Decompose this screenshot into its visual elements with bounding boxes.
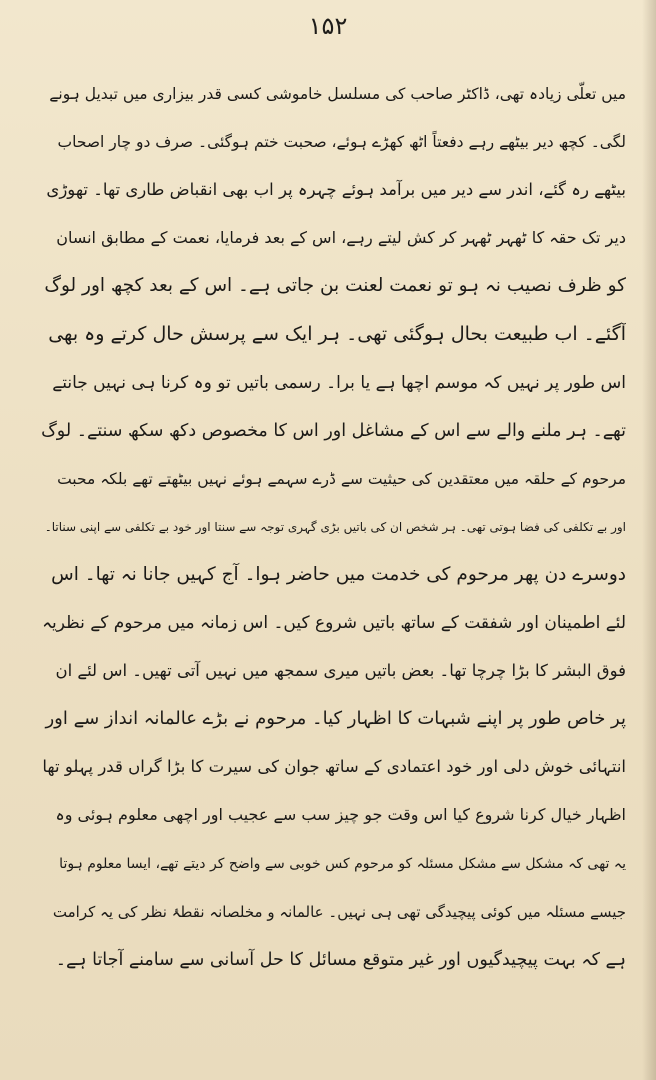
text-line: پر خاص طور پر اپنے شبہات کا اظہار کیا۔ مرحوم نے بڑے عالمانہ انداز سے اور: [45, 708, 626, 730]
page-number: ۱۵۲: [308, 12, 348, 40]
text-line: فوق البشر کا بڑا چرچا تھا۔ بعض باتیں میری سمجھ میں نہیں آتی تھیں۔ اس لئے ان: [55, 661, 626, 681]
text-line: آگئے۔ اب طبیعت بحال ہوگئی تھی۔ ہر ایک سے پرسش حال کرتے وہ بھی: [48, 323, 626, 346]
text-line: ہے کہ بہت پیچیدگیوں اور غیر متوقع مسائل کا حل آسانی سے سامنے آجاتا ہے۔: [55, 949, 626, 970]
text-line: بیٹھے رہ گئے، اندر سے دیر میں برآمد ہوئے چہرہ پر اب بھی انقباض طاری تھا۔ تھوڑی: [46, 180, 626, 200]
text-line: انتہائی خوش دلی اور خود اعتمادی کے ساتھ جوان کی سیرت کا بڑا گراں قدر پہلو تھا: [42, 757, 626, 777]
text-line: اس طور پر نہیں کہ موسم اچھا ہے یا برا۔ رسمی باتیں تو وہ کرنا ہی نہیں جانتے: [52, 372, 626, 393]
text-line: کو ظرف نصیب نہ ہو تو نعمت لعنت بن جاتی ہے۔ اس کے بعد کچھ اور لوگ: [44, 275, 626, 297]
text-line: اظہار خیال کرنا شروع کیا اس وقت جو چیز سب سے عجیب اور اچھی معلوم ہوئی وہ: [55, 805, 626, 825]
body-text: [40, 70, 626, 984]
text-line: یہ تھی کہ مشکل سے مشکل مسئلہ کو مرحوم کس خوبی سے واضح کر دیتے تھے، ایسا معلوم ہوتا: [59, 855, 626, 872]
text-line: لئے اطمینان اور شفقت کے ساتھ باتیں شروع کیں۔ اس زمانہ میں مرحوم کے نظریہ: [42, 613, 626, 634]
text-line: دیر تک حقہ کا ٹھہر ٹھہر کر کش لیتے رہے، اس کے بعد فرمایا، نعمت کے مطابق انسان: [56, 228, 626, 248]
text-line: میں تعلّی زیادہ تھی، ڈاکٹر صاحب کی مسلسل خاموشی کسی قدر بیزاری میں تبدیل ہونے: [49, 85, 626, 103]
text-line: جیسے مسئلہ میں کوئی پیچیدگی تھی ہی نہیں۔ عالمانہ و مخلصانہ نقطۂ نظر کی یہ کرامت: [52, 902, 626, 921]
text-line: دوسرے دن پھر مرحوم کی خدمت میں حاضر ہوا۔ آج کہیں جانا نہ تھا۔ اس: [51, 563, 626, 585]
text-line: مرحوم کے حلقہ میں معتقدین کی حیثیت سے ڈرے سہمے ہوئے نہیں بیٹھتے تھے بلکہ محبت: [57, 469, 626, 488]
text-line: اور بے تکلفی کی فضا ہوتی تھی۔ ہر شخص ان کی باتیں بڑی گہری توجہ سے سنتا اور خود بے تکلفی سے اپنی سناتا۔: [44, 519, 626, 534]
text-line: لگی۔ کچھ دیر بیٹھے رہے دفعتاً اٹھ کھڑے ہوئے، صحبت ختم ہوگئی۔ صرف دو چار اصحاب: [57, 133, 626, 152]
page-edge-shadow: [642, 0, 656, 1080]
text-line: تھے۔ ہر ملنے والے سے اس کے مشاغل اور اس کا مخصوص دکھ سکھ سنتے۔ لوگ: [41, 420, 626, 441]
